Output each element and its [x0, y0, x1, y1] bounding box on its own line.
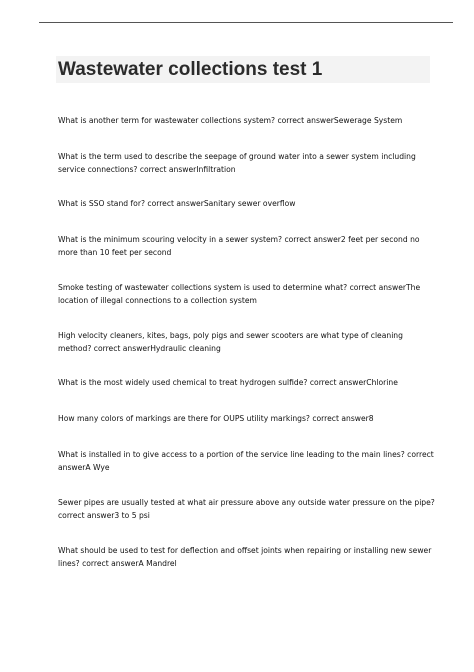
qa-item-4: What is the minimum scouring velocity in a sewer system? correct answer2 feet per second no more than 10 feet per second	[58, 235, 420, 257]
qa-item-8: How many colors of markings are there for OUPS utility markings? correct answer8	[58, 414, 374, 423]
qa-item-5: Smoke testing of wastewater collections system is used to determine what? correct answerThe location of illegal connections to a collection system	[58, 283, 421, 305]
header-divider	[39, 22, 453, 23]
qa-item-3: What is SSO stand for? correct answerSanitary sewer overflow	[58, 199, 296, 208]
qa-item-6: High velocity cleaners, kites, bags, poly pigs and sewer scooters are what type of cleaning method? correct answerHydraulic cleaning	[58, 331, 403, 353]
qa-item-1: What is another term for wastewater collections system? correct answerSewerage System	[58, 116, 403, 125]
qa-item-9: What is installed in to give access to a portion of the service line leading to the main lines? correct answerA Wye	[58, 450, 434, 472]
qa-item-11: What should be used to test for deflection and offset joints when repairing or installing new sewer lines? correct answerA Mandrel	[58, 546, 432, 568]
qa-item-2: What is the term used to describe the seepage of ground water into a sewer system including service connections? correct answerInfiltration	[58, 152, 416, 174]
page-title: Wastewater collections test 1	[58, 59, 323, 80]
qa-item-10: Sewer pipes are usually tested at what air pressure above any outside water pressure on the pipe? correct answer3 to 5 psi	[58, 498, 435, 520]
qa-item-7: What is the most widely used chemical to treat hydrogen sulfide? correct answerChlorine	[58, 378, 398, 387]
